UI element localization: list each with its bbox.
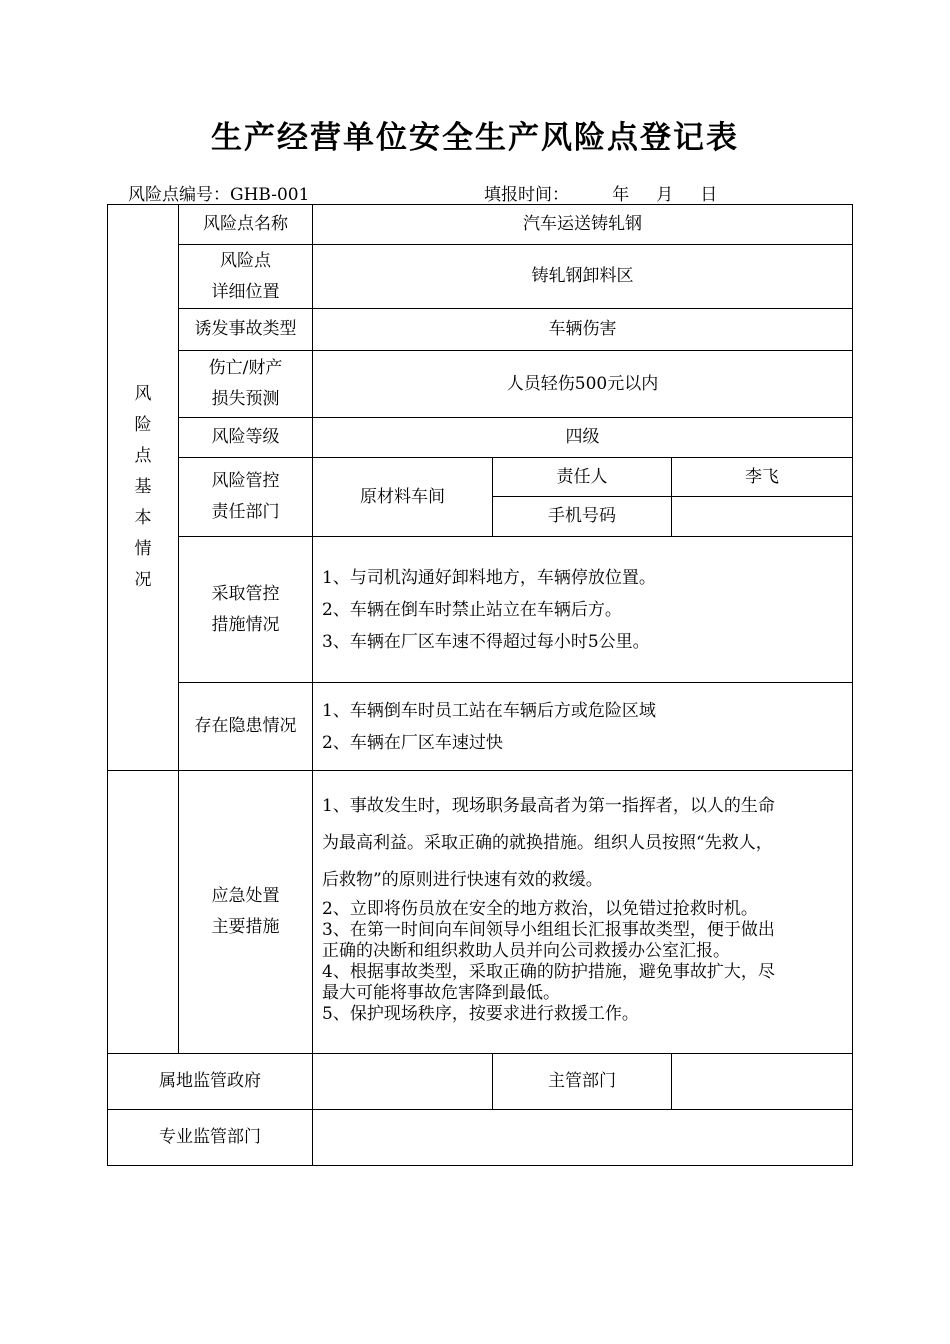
list-item: 为最高利益。采取正确的就换措施。组织人员按照“先救人， bbox=[322, 832, 773, 853]
list-item: 1、与司机沟通好卸料地方，车辆停放位置。 bbox=[322, 567, 656, 588]
hazards-label: 存在隐患情况 bbox=[179, 683, 313, 771]
list-item: 2、车辆在厂区车速过快 bbox=[322, 732, 503, 753]
list-item: 3、车辆在厂区车速不得超过每小时5公里。 bbox=[322, 631, 650, 652]
control-measures-list bbox=[313, 537, 853, 683]
emergency-label: 应急处置 主要措施 bbox=[179, 771, 313, 1054]
risk-level-label: 风险等级 bbox=[179, 418, 313, 458]
list-item: 2、立即将伤员放在安全的地方救治，以免错过抢救时机。 bbox=[322, 898, 758, 919]
loss-prediction-label: 伤亡/财产 损失预测 bbox=[179, 351, 313, 418]
row-risk-level bbox=[108, 418, 853, 458]
responsible-person-value: 李飞 bbox=[672, 458, 853, 497]
loss-prediction-value: 人员轻伤500元以内 bbox=[313, 351, 853, 418]
special-dept-value bbox=[313, 1110, 853, 1166]
accident-type-label: 诱发事故类型 bbox=[179, 309, 313, 351]
list-item: 5、保护现场秩序，按要求进行救援工作。 bbox=[322, 1003, 639, 1024]
form-title: 生产经营单位安全生产风险点登记表 bbox=[211, 120, 739, 156]
fill-time bbox=[484, 180, 717, 205]
competent-dept-label: 主管部门 bbox=[493, 1054, 672, 1110]
row-supervision bbox=[108, 1054, 853, 1110]
fill-time-label: 填报时间： bbox=[484, 185, 569, 205]
responsible-dept-label: 风险管控 责任部门 bbox=[179, 458, 313, 537]
risk-registration-table bbox=[107, 204, 853, 1166]
year-label: 年 bbox=[612, 185, 630, 205]
row-special-supervision bbox=[108, 1110, 853, 1166]
local-gov-label: 属地监管政府 bbox=[108, 1054, 313, 1110]
phone-label: 手机号码 bbox=[493, 497, 672, 537]
special-dept-label: 专业监管部门 bbox=[108, 1110, 313, 1166]
row-hazards bbox=[108, 683, 853, 771]
risk-point-code: 风险点编号：GHB-001 bbox=[128, 185, 310, 205]
list-item: 1、车辆倒车时员工站在车辆后方或危险区域 bbox=[322, 700, 656, 721]
list-item: 4、根据事故类型，采取正确的防护措施，避免事故扩大，尽 bbox=[322, 961, 775, 982]
list-item: 后救物”的原则进行快速有效的救缓。 bbox=[322, 869, 603, 890]
list-item: 正确的决断和组织救助人员并向公司救援办公室汇报。 bbox=[322, 940, 730, 961]
month-label: 月 bbox=[656, 185, 674, 205]
competent-dept-value bbox=[672, 1054, 853, 1110]
location-label: 风险点 详细位置 bbox=[179, 245, 313, 309]
list-item: 最大可能将事故危害降到最低。 bbox=[322, 982, 560, 1003]
list-item: 3、在第一时间向车间领导小组组长汇报事故类型，便于做出 bbox=[322, 919, 775, 940]
row-accident-type bbox=[108, 309, 853, 351]
row-emergency bbox=[108, 771, 853, 1054]
section-label-basic-info: 风 险 点 基 本 情 况 bbox=[108, 205, 179, 771]
list-item: 1、事故发生时，现场职务最高者为第一指挥者，以人的生命 bbox=[322, 795, 775, 816]
phone-value bbox=[672, 497, 853, 537]
emergency-measures-list bbox=[313, 771, 853, 1054]
risk-name-value: 汽车运送铸轧钢 bbox=[313, 205, 853, 245]
row-control-measures bbox=[108, 537, 853, 683]
day-label: 日 bbox=[700, 185, 718, 205]
location-value: 铸轧钢卸料区 bbox=[313, 245, 853, 309]
hazards-list bbox=[313, 683, 853, 771]
responsible-person-label: 责任人 bbox=[493, 458, 672, 497]
responsible-dept-value: 原材料车间 bbox=[313, 458, 493, 537]
row-location bbox=[108, 245, 853, 309]
accident-type-value: 车辆伤害 bbox=[313, 309, 853, 351]
list-item: 2、车辆在倒车时禁止站立在车辆后方。 bbox=[322, 599, 622, 620]
row-loss-prediction bbox=[108, 351, 853, 418]
emergency-spacer bbox=[108, 771, 179, 1054]
row-risk-name bbox=[108, 205, 853, 245]
risk-level-value: 四级 bbox=[313, 418, 853, 458]
local-gov-value bbox=[313, 1054, 493, 1110]
control-measures-label: 采取管控 措施情况 bbox=[179, 537, 313, 683]
risk-name-label: 风险点名称 bbox=[179, 205, 313, 245]
row-responsible-dept bbox=[108, 458, 853, 497]
